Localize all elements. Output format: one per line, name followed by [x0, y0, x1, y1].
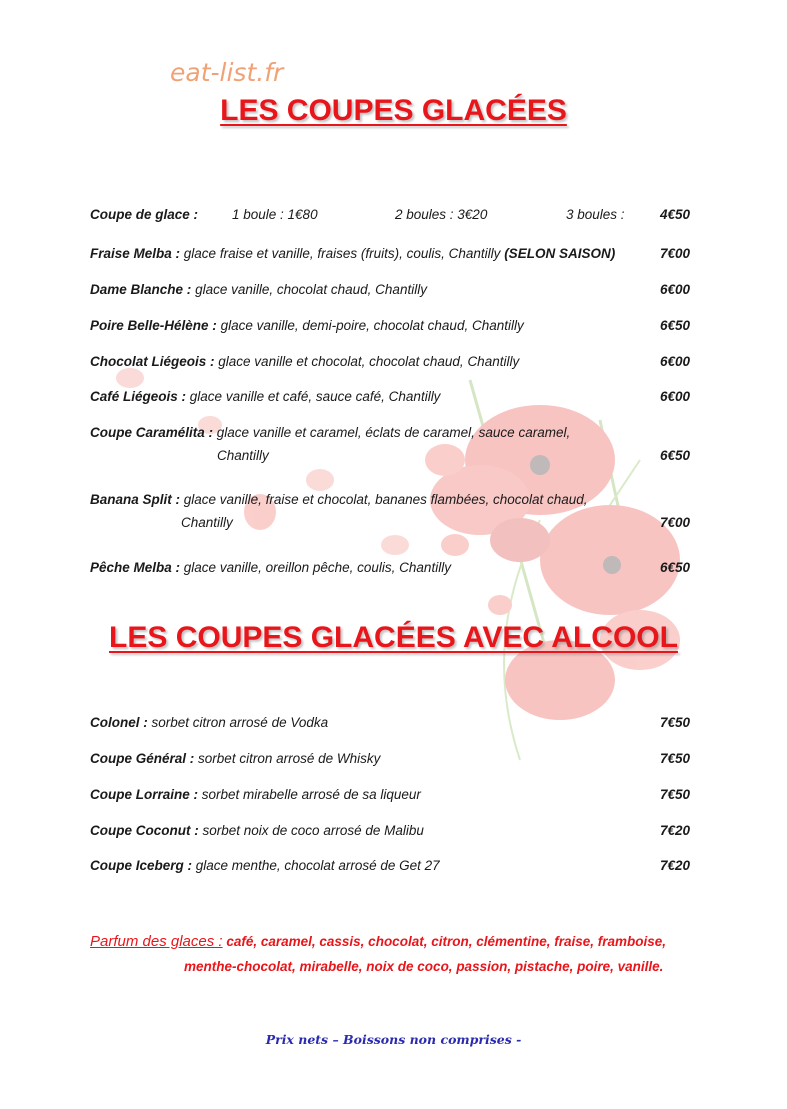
site-watermark: eat-list.fr — [170, 58, 284, 87]
item-description: glace fraise et vanille, fraises (fruits), coulis, Chantilly — [183, 246, 501, 261]
item-name: Dame Blanche : — [90, 282, 192, 297]
item-price: 6€00 — [659, 282, 690, 297]
ice-cream-flavors — [90, 929, 710, 979]
item-name: Coupe Coconut : — [90, 823, 199, 838]
item-name: Poire Belle-Hélène : — [90, 318, 217, 333]
item-price: 6€50 — [659, 448, 690, 463]
item-name: Coupe Iceberg : — [90, 858, 193, 873]
item-name: Coupe Caramélita : — [90, 425, 214, 440]
flavors-label: Parfum des glaces : — [90, 933, 223, 950]
item-description: sorbet citron arrosé de Vodka — [151, 715, 329, 730]
item-price: 7€20 — [659, 858, 690, 873]
item-description: glace vanille, chocolat chaud, Chantilly — [195, 282, 427, 297]
item-name: Fraise Melba : — [90, 246, 181, 261]
item-price: 6€50 — [659, 560, 690, 575]
menu-item-poire-belle-helene — [90, 314, 690, 337]
item-price: 4€50 — [659, 207, 690, 222]
item-description: sorbet noix de coco arrosé de Malibu — [202, 823, 424, 838]
item-description: glace vanille et chocolat, chocolat chaud, Chantilly — [218, 354, 520, 369]
menu-item-coupe-general — [90, 747, 690, 770]
item-price: 6€00 — [659, 389, 690, 404]
option-2-boules: 2 boules : 3€20 — [395, 207, 488, 222]
item-description-cont: Chantilly — [217, 448, 269, 463]
menu-item-banana-split — [90, 488, 690, 534]
menu-item-fraise-melba — [90, 242, 690, 265]
item-name: Colonel : — [90, 715, 148, 730]
item-name: Pêche Melba : — [90, 560, 181, 575]
item-name: Banana Split : — [90, 492, 181, 507]
menu-item-coupe-caramelita — [90, 421, 690, 467]
item-note: (SELON SAISON) — [504, 246, 616, 261]
menu-item-colonel — [90, 711, 690, 734]
item-price: 7€50 — [659, 751, 690, 766]
item-name: Coupe de glace : — [90, 207, 199, 222]
item-description: glace vanille, oreillon pêche, coulis, Chantilly — [183, 560, 451, 575]
menu-item-chocolat-liegeois — [90, 350, 690, 373]
option-3-boules: 3 boules : — [566, 207, 625, 222]
item-description: glace vanille et caramel, éclats de caramel, sauce caramel, — [216, 425, 571, 440]
menu-item-cafe-liegeois — [90, 385, 690, 408]
item-name: Chocolat Liégeois : — [90, 354, 215, 369]
item-price: 6€00 — [659, 354, 690, 369]
item-name: Coupe Général : — [90, 751, 195, 766]
item-name: Café Liégeois : — [90, 389, 187, 404]
item-price: 7€50 — [659, 715, 690, 730]
menu-item-peche-melba — [90, 556, 690, 579]
flavors-list-line-2: menthe-chocolat, mirabelle, noix de coco, passion, pistache, poire, vanille. — [184, 959, 664, 974]
item-description: sorbet citron arrosé de Whisky — [198, 751, 381, 766]
item-description-cont: Chantilly — [181, 515, 233, 530]
item-name: Coupe Lorraine : — [90, 787, 199, 802]
item-description: sorbet mirabelle arrosé de sa liqueur — [201, 787, 421, 802]
menu-item-coupe-iceberg — [90, 854, 690, 877]
menu-item-coupe-lorraine — [90, 783, 690, 806]
menu-item-coupe-coconut — [90, 819, 690, 842]
option-1-boule: 1 boule : 1€80 — [232, 207, 318, 222]
item-description: glace menthe, chocolat arrosé de Get 27 — [195, 858, 440, 873]
item-price: 7€20 — [659, 823, 690, 838]
footer-note: Prix nets – Boissons non comprises - — [265, 1032, 522, 1047]
menu-item-dame-blanche — [90, 278, 690, 301]
section-title-coupes-glacees: LES COUPES GLACÉES — [220, 94, 567, 127]
item-price: 7€00 — [659, 246, 690, 261]
item-description: glace vanille et café, sauce café, Chantilly — [189, 389, 441, 404]
item-description: glace vanille, fraise et chocolat, bananes flambées, chocolat chaud, — [183, 492, 588, 507]
section-title-coupes-alcool: LES COUPES GLACÉES AVEC ALCOOL — [109, 621, 678, 654]
item-price: 6€50 — [659, 318, 690, 333]
flavors-list-line-1: café, caramel, cassis, chocolat, citron, clémentine, fraise, framboise, — [226, 934, 667, 949]
item-price: 7€50 — [659, 787, 690, 802]
item-price: 7€00 — [659, 515, 690, 530]
item-description: glace vanille, demi-poire, chocolat chaud, Chantilly — [220, 318, 524, 333]
